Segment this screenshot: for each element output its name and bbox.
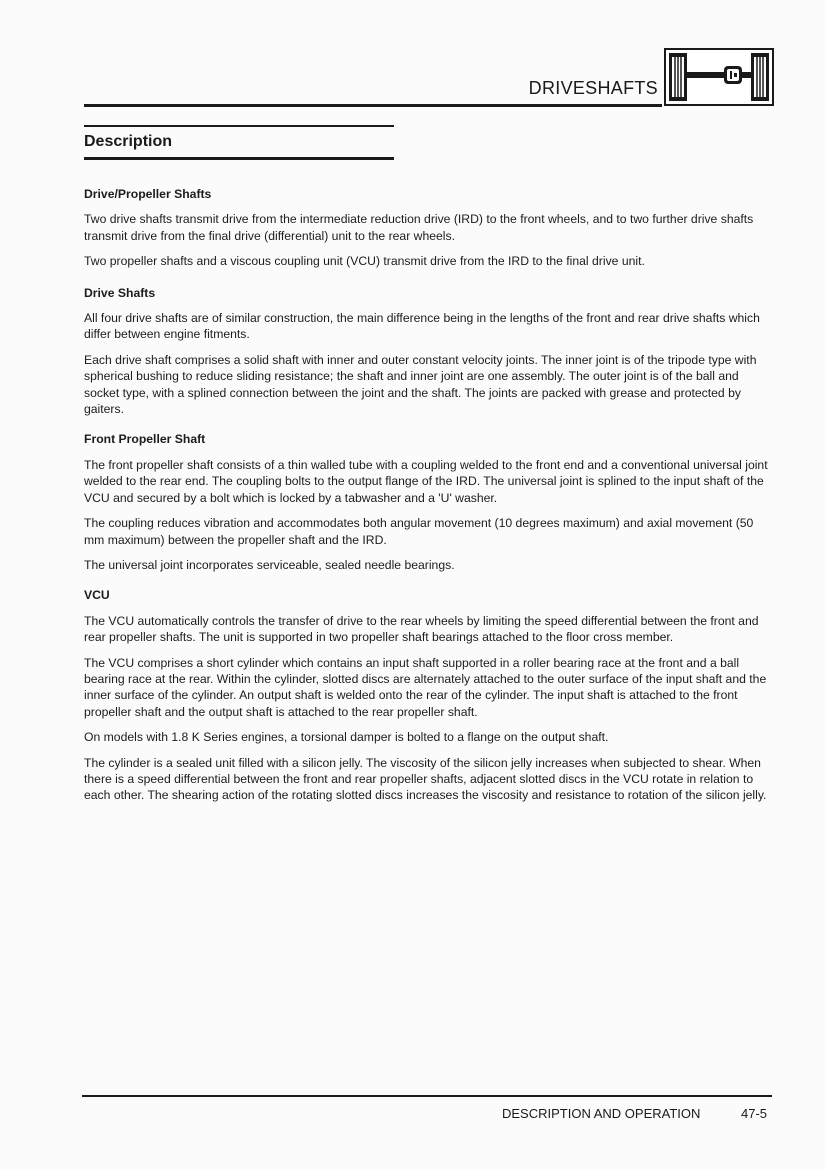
paragraph: The cylinder is a sealed unit filled with a silicon jelly. The viscosity of the silicon jelly increases when subjected to shear. When there is a speed differential between the front and rear propeller shafts, adjacent slotted discs in the VCU rotate in relation to each other. The shearing action of the rotating slotted discs increases the viscosity and resistance to rotation of the silicon jelly. [84,755,767,803]
description-heading: Description [84,133,173,150]
paragraph: The front propeller shaft consists of a thin walled tube with a coupling welded to the front end and a conventional universal joint welded to the rear end. The coupling bolts to the output flange of the IRD. The universal joint is splined to the input shaft of the VCU and secured by a bolt which is locked by a tabwasher and a 'U' washer. [84,457,768,505]
section-front-propeller-shaft [84,431,772,573]
section-heading: Drive Shafts [84,285,156,300]
paragraph: The universal joint incorporates serviceable, sealed needle bearings. [84,557,455,572]
paragraph: The VCU automatically controls the transfer of drive to the rear wheels by limiting the speed differential between the front and rear propeller shafts. The unit is supported in two propeller shaft bearings attached to the floor cross member. [84,613,759,645]
paragraph: Each drive shaft comprises a solid shaft with inner and outer constant velocity joints. The inner joint is of the tripode type with spherical bushing to reduce sliding resistance; the shaft and inner joint are one assembly. The outer joint is of the ball and socket type, with a splined connection between the joint and the shaft. The joints are packed with grease and protected by gaiters. [84,352,757,417]
section-drive-propeller-shafts [84,186,772,270]
paragraph: All four drive shafts are of similar construction, the main difference being in the lengths of the front and rear drive shafts which differ between engine fitments. [84,311,760,342]
page-number: 47-5 [741,1106,768,1121]
description-rule-top [84,125,394,127]
section-heading: Front Propeller Shaft [84,432,206,447]
section-title: DRIVESHAFTS [528,78,658,98]
paragraph: Two drive shafts transmit drive from the intermediate reduction drive (IRD) to the front wheels, and to two further drive shafts transmit drive from the final drive (differential) unit to the rear wheels. [84,212,754,243]
paragraph: On models with 1.8 K Series engines, a torsional damper is bolted to a flange on the output shaft. [84,730,609,745]
section-heading: Drive/Propeller Shafts [84,187,212,201]
paragraph: The coupling reduces vibration and accommodates both angular movement (10 degrees maximum) and axial movement (50 mm maximum) between the propeller shaft and the IRD. [84,516,754,547]
paragraph: Two propeller shafts and a viscous coupling unit (VCU) transmit drive from the IRD to the final drive unit. [84,254,645,269]
section-vcu [84,587,772,803]
section-drive-shafts [84,285,772,418]
footer-label: DESCRIPTION AND OPERATION [502,1106,701,1121]
paragraph: The VCU comprises a short cylinder which contains an input shaft supported in a roller bearing race at the front and a ball bearing race at the rear. Within the cylinder, slotted discs are alternately attached to the outer surface of the input shaft and the inner surface of the cylinder. An output shaft is welded onto the rear of the cylinder. The input shaft is attached to the front propeller shaft and the output shaft is attached to the rear propeller shaft. [84,655,767,719]
driveshaft-icon [664,48,774,106]
body-content [84,186,772,818]
description-rule-bottom [84,157,394,160]
section-heading: VCU [84,588,110,603]
footer-rule [82,1095,772,1097]
header-rule [84,104,662,107]
